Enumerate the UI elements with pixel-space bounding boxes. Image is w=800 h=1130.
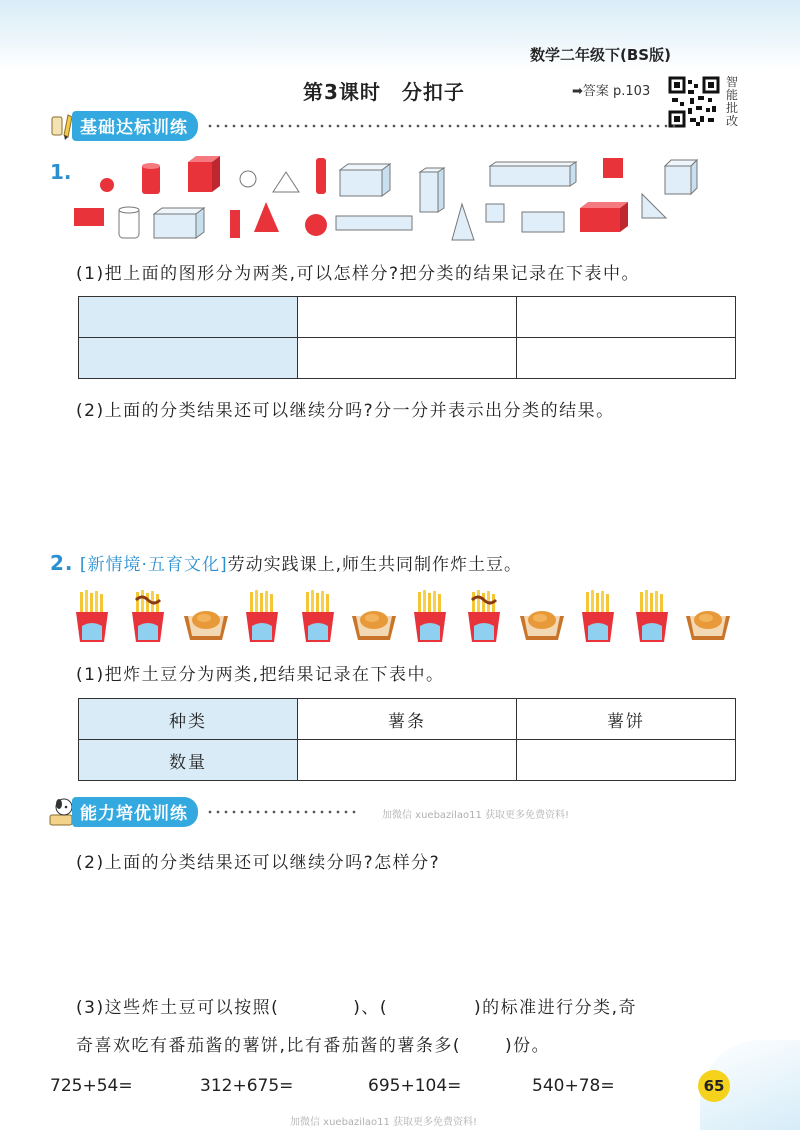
red-triangle	[254, 202, 279, 232]
white-small-circle	[240, 171, 256, 187]
header-background	[0, 0, 800, 70]
red-thin-cylinder	[316, 158, 326, 194]
blue-long-rectangle	[336, 216, 412, 230]
book-title: 数学二年级下(BS版)	[530, 46, 671, 64]
watermark: 加微信 xuebazilao11 获取更多免费资料!	[290, 1117, 478, 1128]
blue-rectangle	[522, 212, 564, 232]
table-cell[interactable]	[79, 297, 298, 338]
fries-icon	[636, 590, 668, 642]
table-cell[interactable]	[298, 338, 517, 379]
q1-part2-text: (2)上面的分类结果还可以继续分吗?分一分并表示出分类的结果。	[76, 401, 615, 421]
question-number: 2.	[50, 551, 74, 575]
q2-tag: [新情境·五育文化]	[79, 555, 228, 575]
calc-item: 312+675=	[200, 1076, 294, 1096]
table-cell[interactable]	[79, 338, 298, 379]
shapes-figure	[70, 150, 700, 250]
white-triangle	[273, 172, 299, 192]
blue-cube	[665, 166, 691, 194]
section-banner-advanced	[48, 798, 356, 826]
section-banner-basic	[48, 112, 676, 140]
hashbrown-icon	[184, 611, 228, 640]
red-thin-rectangle	[230, 210, 240, 238]
dotted-divider	[206, 124, 676, 128]
lesson-title: 第3课时 分扣子	[303, 80, 465, 104]
q1-part1-text: (1)把上面的图形分为两类,可以怎样分?把分类的结果记录在下表中。	[76, 264, 641, 284]
table-row	[79, 338, 736, 379]
blue-tall-triangle	[452, 204, 474, 240]
page-number: 65	[698, 1070, 730, 1102]
fried-potatoes-figure	[74, 586, 740, 644]
table-cell: 种类	[79, 699, 298, 740]
table-cell[interactable]	[517, 740, 736, 781]
table-cell: 薯饼	[517, 699, 736, 740]
red-cube	[188, 162, 212, 192]
table-cell: 薯条	[298, 699, 517, 740]
calc-item: 725+54=	[50, 1076, 133, 1096]
section-label-basic: 基础达标训练	[72, 111, 198, 141]
q2-answer-table	[78, 698, 736, 781]
fries-icon	[582, 590, 614, 642]
table-cell[interactable]	[517, 297, 736, 338]
hashbrown-icon	[352, 611, 396, 640]
blue-cuboid	[340, 170, 382, 196]
fries-icon	[302, 590, 334, 642]
q2-part3-line2: 奇喜欢吃有番茄酱的薯饼,比有番茄酱的薯条多( )份。	[76, 1036, 551, 1056]
q2-intro: 劳动实践课上,师生共同制作炸土豆。	[227, 555, 522, 575]
table-cell[interactable]	[298, 297, 517, 338]
answer-reference[interactable]: ➡答案 p.103	[572, 84, 651, 99]
q2-part2-text: (2)上面的分类结果还可以继续分吗?怎样分?	[76, 853, 441, 873]
section-label-advanced: 能力培优训练	[72, 797, 198, 827]
calc-item: 540+78=	[532, 1076, 615, 1096]
fries-icon	[76, 590, 108, 642]
blue-small-square	[486, 204, 504, 222]
red-rectangle	[74, 208, 104, 226]
watermark: 加微信 xuebazilao11 获取更多免费资料!	[382, 810, 570, 821]
table-cell[interactable]	[517, 338, 736, 379]
red-small-circle	[100, 178, 114, 192]
dotted-divider	[206, 810, 356, 814]
table-cell[interactable]	[298, 740, 517, 781]
q1-answer-table	[78, 296, 736, 379]
table-row	[79, 297, 736, 338]
red-circle	[305, 214, 327, 236]
hashbrown-icon	[520, 611, 564, 640]
red-square	[603, 158, 623, 178]
q2-part3-line1: (3)这些炸土豆可以按照( )、( )的标准进行分类,奇	[76, 998, 638, 1018]
smart-grading-label: 智 能 批 改	[726, 75, 739, 128]
fries-with-sauce-icon	[468, 590, 500, 642]
fries-with-sauce-icon	[132, 590, 164, 642]
blue-right-triangle	[642, 194, 666, 218]
calc-item: 695+104=	[368, 1076, 462, 1096]
question-number: 1.	[50, 160, 72, 184]
blue-tall-cuboid	[420, 172, 438, 212]
blue-flat-cuboid	[154, 214, 196, 238]
table-row	[79, 740, 736, 781]
fries-icon	[414, 590, 446, 642]
blue-long-cuboid	[490, 166, 570, 186]
hashbrown-icon	[686, 611, 730, 640]
fries-icon	[246, 590, 278, 642]
q2-heading	[50, 550, 522, 575]
table-cell: 数量	[79, 740, 298, 781]
red-cuboid	[580, 208, 620, 232]
table-row	[79, 699, 736, 740]
q2-part1-text: (1)把炸土豆分为两类,把结果记录在下表中。	[76, 665, 445, 685]
